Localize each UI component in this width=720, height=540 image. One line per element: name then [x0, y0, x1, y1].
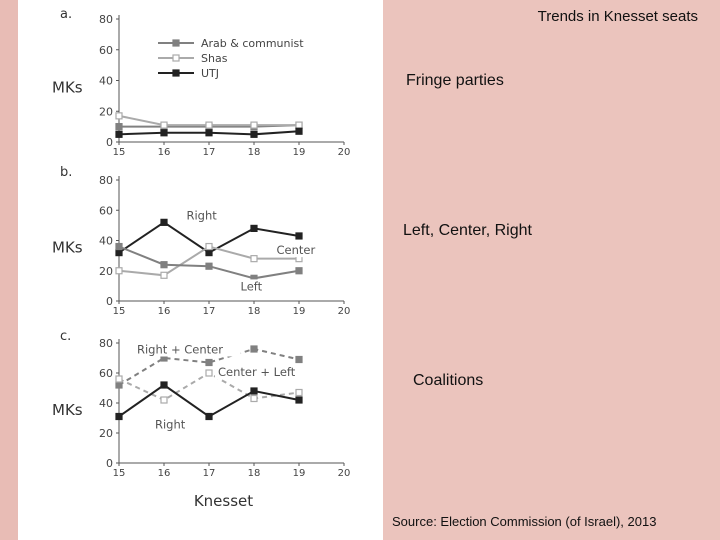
panel-c-series-right-point-18	[251, 388, 257, 394]
panel-b-ytick-label-0: 0	[106, 295, 113, 308]
panel-c-series-center-left-point-15	[116, 376, 122, 382]
panel-label-left-center-right: Left, Center, Right	[403, 222, 532, 239]
panel-c-xtick-label-17: 17	[202, 468, 216, 479]
panel-a-legend-utj-marker	[173, 70, 179, 76]
panel-b-xtick-label-17: 17	[202, 306, 216, 317]
panel-b-series-left-point-16	[161, 262, 167, 268]
knesset-figure	[18, 0, 383, 540]
panel-b-series-center-point-16	[161, 272, 167, 278]
panel-c-series-right-point-15	[116, 414, 122, 420]
panel-a-letter: a.	[60, 7, 73, 22]
panel-b-xtick-label-20: 20	[337, 306, 351, 317]
panel-a-series-arab-communist-point-15	[116, 124, 122, 130]
panel-a-series-utj-point-16	[161, 130, 167, 136]
panel-a-legend-arab-communist-marker	[173, 40, 179, 46]
panel-c-letter: c.	[60, 329, 72, 344]
panel-b-xtick-label-16: 16	[157, 306, 171, 317]
panel-b-ytick-label-60: 60	[99, 204, 113, 218]
panel-a-series-shas-point-17	[206, 122, 212, 128]
panel-b-ytick-label-40: 40	[99, 234, 113, 248]
panel-a-series-shas-point-18	[251, 122, 257, 128]
panel-c-series-right-line	[119, 385, 299, 417]
panel-c-series-right-center-point-17	[206, 360, 212, 366]
panel-b-series-center-point-17	[206, 244, 212, 250]
panel-a-series-utj-point-19	[296, 128, 302, 134]
panel-a-legend-arab-communist-label: Arab & communist	[201, 37, 304, 50]
panel-c-ytick-label-20: 20	[99, 427, 113, 440]
panel-c-ytick-label-0: 0	[106, 457, 113, 470]
panel-b-series-left-point-15	[116, 244, 122, 250]
panel-b-series-right-point-16	[161, 219, 167, 225]
panel-c-xtick-label-18: 18	[247, 468, 261, 479]
panel-c-series-center-left-point-16	[161, 397, 167, 403]
panel-c-xtick-label-16: 16	[157, 468, 171, 479]
panel-a-ytick-label-60: 60	[99, 43, 113, 57]
panel-c-xtick-label-15: 15	[112, 468, 126, 479]
panel-a-legend-shas-marker	[173, 55, 179, 61]
panel-c-series-right-center-point-18	[251, 346, 257, 352]
panel-a-series-utj-point-17	[206, 130, 212, 136]
panel-c-ytick-label-80: 80	[99, 337, 113, 350]
panel-a-ytick-label-0: 0	[106, 136, 113, 149]
panel-a-series-utj-point-18	[251, 131, 257, 137]
panel-c-series-right-center-point-15	[116, 382, 122, 388]
panel-a-xtick-label-20: 20	[337, 147, 351, 158]
panel-c-series-right-center-label: Right + Center	[137, 342, 223, 357]
panel-b-series-right-point-18	[251, 225, 257, 231]
panel-a-series-utj-point-15	[116, 131, 122, 137]
panel-a-xtick-label-15: 15	[112, 147, 126, 158]
panel-c-ylabel: MKs	[52, 401, 83, 419]
panel-b-series-left-point-17	[206, 263, 212, 269]
panel-c-series-center-left-point-19	[296, 390, 302, 396]
panel-b-series-right-point-17	[206, 250, 212, 256]
panel-a-ytick-label-20: 20	[99, 105, 113, 119]
panel-b-letter: b.	[60, 165, 73, 180]
panel-a-series-shas-point-16	[161, 122, 167, 128]
left-margin-stripe	[0, 0, 18, 540]
panel-c-xlabel: Knesset	[193, 492, 254, 510]
source-note: Source: Election Commission (of Israel), 2013	[392, 514, 657, 529]
panel-b-series-right-point-19	[296, 233, 302, 239]
panel-label-fringe: Fringe parties	[406, 72, 504, 89]
panel-c-xtick-label-19: 19	[292, 468, 306, 479]
panel-a-series-shas-point-15	[116, 113, 122, 119]
panel-c-ytick-label-60: 60	[99, 367, 113, 380]
panel-a-xtick-label-17: 17	[202, 147, 216, 158]
panel-c-series-right-point-19	[296, 397, 302, 403]
panel-a-xtick-label-16: 16	[157, 147, 171, 158]
panel-b-ytick-label-80: 80	[99, 174, 113, 187]
panel-b-xtick-label-19: 19	[292, 306, 306, 317]
panel-a-xtick-label-19: 19	[292, 147, 306, 158]
panel-a-ytick-label-40: 40	[99, 74, 113, 88]
panel-a-xtick-label-18: 18	[247, 147, 261, 158]
panel-a-ytick-label-80: 80	[99, 13, 113, 26]
panel-a-legend-shas-label: Shas	[201, 52, 228, 65]
panel-c-series-right-center-point-19	[296, 357, 302, 363]
panel-b-series-left-point-19	[296, 268, 302, 274]
panel-b-series-center-point-15	[116, 268, 122, 274]
panel-a-series-shas-point-19	[296, 122, 302, 128]
panel-b-series-center-point-18	[251, 256, 257, 262]
panel-c-series-center-left-point-18	[251, 396, 257, 402]
panel-label-coalitions: Coalitions	[413, 372, 484, 389]
panel-a-legend-utj-label: UTJ	[201, 67, 220, 80]
panel-b-series-center-label: Center	[276, 243, 316, 258]
panel-c-series-right-point-17	[206, 414, 212, 420]
panel-b-series-right-label: Right	[186, 208, 217, 223]
panel-a-ylabel: MKs	[52, 78, 83, 97]
panel-c-ytick-label-40: 40	[99, 397, 113, 410]
panel-b-ytick-label-20: 20	[99, 264, 113, 278]
panel-b-ylabel: MKs	[52, 238, 83, 257]
panel-c-series-center-left-point-17	[206, 370, 212, 376]
panel-b-series-left-label: Left	[240, 279, 263, 294]
panel-b-xtick-label-18: 18	[247, 306, 261, 317]
panel-b-series-right-point-15	[116, 250, 122, 256]
panel-c-series-right-label: Right	[155, 417, 186, 432]
panel-c-xtick-label-20: 20	[337, 468, 351, 479]
panel-c-series-right-point-16	[161, 382, 167, 388]
panel-c-series-center-left-label: Center + Left	[218, 365, 296, 379]
panel-b-xtick-label-15: 15	[112, 306, 126, 317]
slide-title: Trends in Knesset seats	[537, 8, 698, 25]
